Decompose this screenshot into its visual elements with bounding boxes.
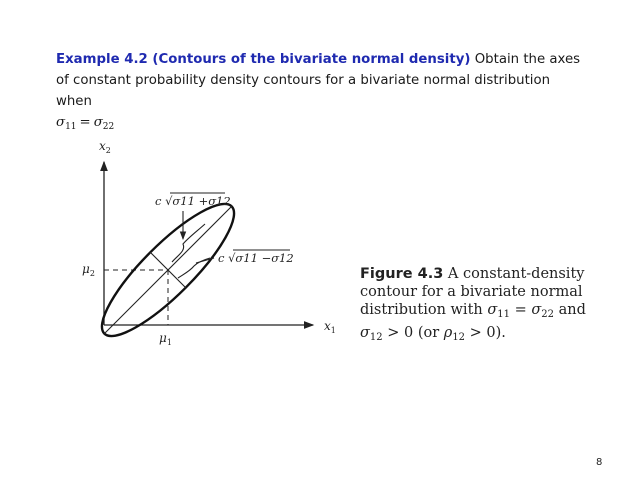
subscript-22: 22 — [541, 309, 554, 320]
rho-symbol: ρ — [443, 325, 453, 341]
caption-text: A constant-density contour for a bivariate normal distribution with — [360, 266, 585, 318]
subscript-22: 22 — [102, 122, 115, 132]
mu1-label: $\mu_1$ — [159, 331, 172, 347]
caption-gt-zero: > 0 (or — [387, 325, 440, 341]
major-axis-length-label: c √σ11 +σ12 — [155, 194, 231, 208]
caption-gt-zero-end: > 0). — [469, 325, 506, 341]
sigma-symbol: σ — [487, 302, 498, 318]
page-number: 8 — [596, 457, 603, 468]
x2-axis-label: $x_2$ — [99, 139, 111, 155]
sigma-symbol: σ — [93, 115, 103, 130]
example-body: Obtain the axes of constant probability density contours for a bivariate normal distribution when — [56, 52, 581, 109]
figure-label: Figure 4.3 — [360, 266, 444, 282]
subscript-11: 11 — [497, 309, 510, 320]
subscript-12: 12 — [452, 332, 466, 343]
minor-axis-length-label: c √σ11 −σ12 — [218, 251, 294, 265]
sigma-symbol: σ — [56, 115, 66, 130]
caption-and: and — [558, 302, 586, 318]
mu2-label: $\mu_2$ — [82, 262, 95, 278]
figure-caption — [360, 265, 600, 347]
equals-sign: = — [79, 115, 91, 130]
x1-axis-label: $x_1$ — [324, 319, 336, 335]
subscript-11: 11 — [65, 122, 77, 132]
subscript-12: 12 — [369, 332, 383, 343]
example-title: Example 4.2 (Contours of the bivariate normal density) — [56, 52, 471, 67]
sigma-symbol: σ — [531, 302, 542, 318]
equals-sign: = — [514, 302, 527, 318]
sigma-symbol: σ — [360, 325, 370, 341]
